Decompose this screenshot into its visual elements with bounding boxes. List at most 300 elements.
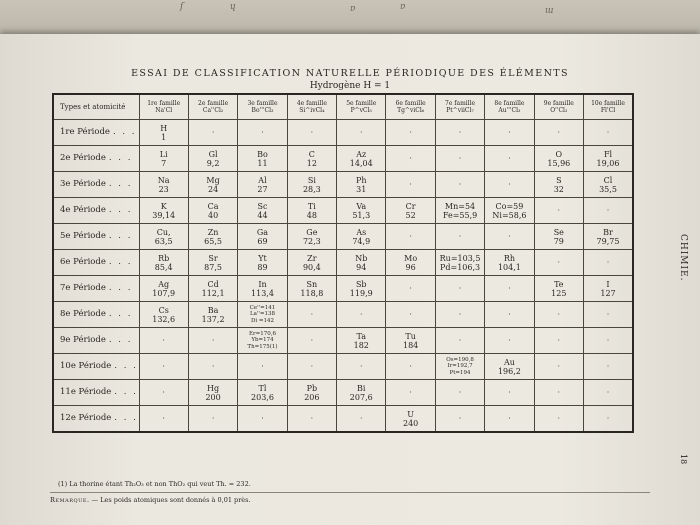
atomic-weight: 85,4 [154, 262, 173, 272]
element-cell [386, 328, 435, 354]
page-title: ESSAI DE CLASSIFICATION NATURELLE PÉRIODIQUE DES ÉLÉMENTS [131, 68, 569, 79]
element-symbol: Ga [256, 227, 269, 237]
element-cell [584, 406, 633, 433]
empty-marker: · [606, 336, 610, 345]
period-row [53, 406, 633, 433]
atomic-weight: 89 [257, 262, 268, 272]
element-cell [485, 198, 534, 224]
element-cell [435, 380, 484, 406]
period-label: 8e Période . . . [53, 302, 139, 328]
element-symbol: Sn [306, 279, 318, 289]
periodic-table [52, 93, 634, 433]
empty-marker: · [557, 258, 561, 267]
element-symbol: Cs [158, 305, 169, 315]
period-row [53, 224, 633, 250]
element-cell [485, 406, 534, 433]
element-cell [485, 354, 534, 380]
element-cell [534, 146, 583, 172]
element-symbol: K [160, 201, 167, 211]
period-row [53, 120, 633, 146]
element-cell [188, 198, 237, 224]
element-cell [287, 328, 336, 354]
element-symbol: Sr [208, 253, 218, 263]
element-symbol: Rh [503, 253, 516, 263]
atomic-weight: 87,5 [204, 262, 222, 272]
element-cell [139, 328, 188, 354]
empty-marker: · [409, 232, 412, 241]
empty-marker: · [261, 414, 264, 423]
atomic-weight: 69 [257, 236, 268, 246]
element-cell [584, 146, 633, 172]
element-symbol: Li [159, 149, 168, 159]
corner-header: Types et atomicité [53, 94, 139, 120]
empty-marker: · [211, 336, 215, 345]
empty-marker: · [162, 336, 165, 345]
period-label: 9e Période . . . [53, 328, 139, 354]
element-symbol: S [556, 175, 562, 185]
element-cell [534, 354, 583, 380]
element-cell [534, 276, 583, 302]
empty-marker: · [409, 362, 412, 371]
empty-marker: · [162, 388, 165, 397]
period-label: 3e Période . . . [53, 172, 139, 198]
atomic-weight: 79,75 [596, 236, 620, 246]
element-symbol: Cl [603, 175, 613, 185]
period-label: 12e Période . . . [53, 406, 139, 433]
atomic-weight: 74,9 [352, 236, 371, 246]
element-group-entry: Os=190,8 [446, 356, 474, 363]
atomic-weight: 40 [207, 210, 219, 220]
element-cell [584, 276, 633, 302]
element-cell [287, 406, 336, 433]
empty-marker: · [557, 206, 561, 215]
empty-marker: · [557, 310, 561, 319]
empty-marker: · [606, 388, 610, 397]
element-cell [139, 302, 188, 328]
remark-label: Remarque. [50, 496, 90, 504]
atomic-weight: 96 [405, 262, 416, 272]
empty-marker: · [310, 310, 314, 319]
element-cell [238, 250, 287, 276]
element-cell [485, 172, 534, 198]
atomic-weight: 203,6 [251, 392, 274, 402]
element-cell [534, 328, 583, 354]
element-cell [386, 198, 435, 224]
empty-marker: · [557, 388, 561, 397]
element-symbol: Yt [258, 253, 267, 263]
element-symbol: Hg [207, 383, 220, 393]
element-cell [485, 276, 534, 302]
period-row [53, 380, 633, 406]
empty-marker: · [409, 310, 412, 319]
element-cell [584, 354, 633, 380]
element-cell [386, 276, 435, 302]
element-symbol: Rb [158, 253, 170, 263]
page-subtitle: Hydrogène H = 1 [309, 81, 391, 91]
element-cell [287, 198, 336, 224]
element-cell [386, 302, 435, 328]
element-symbol: Co=59 [495, 201, 524, 211]
atomic-weight: 107,9 [152, 288, 176, 298]
element-symbol: Zn [207, 227, 219, 237]
element-symbol: H [160, 123, 168, 133]
book-page [0, 34, 700, 525]
element-cell [139, 276, 188, 302]
element-cell [584, 120, 633, 146]
element-symbol: Bo [257, 149, 268, 159]
element-cell [139, 354, 188, 380]
element-cell [188, 250, 237, 276]
period-row [53, 146, 633, 172]
empty-marker: · [359, 310, 363, 319]
element-group-entry: Er=170,6 [248, 330, 276, 337]
element-cell [238, 198, 287, 224]
element-cell [139, 120, 188, 146]
element-cell [337, 302, 386, 328]
element-cell [139, 380, 188, 406]
previous-page-edge: ſ ɥ ɐ ɐ ɯ [0, 0, 700, 40]
empty-marker: · [508, 388, 511, 397]
empty-marker: · [261, 128, 264, 137]
element-cell [435, 224, 484, 250]
element-group-entry: Ir=192,7 [447, 363, 473, 370]
element-cell [188, 276, 237, 302]
period-label: 2e Période . . . [53, 146, 139, 172]
element-cell [485, 302, 534, 328]
atomic-weight: 1 [161, 132, 167, 142]
element-cell [584, 250, 633, 276]
atomic-weight: 118,8 [300, 288, 324, 298]
element-symbol: Ag [158, 279, 170, 289]
atomic-weight: 112,1 [201, 288, 225, 298]
atomic-weight: 79 [553, 236, 564, 246]
element-cell [139, 146, 188, 172]
element-symbol: Mn=54 [444, 201, 476, 211]
empty-marker: · [606, 128, 610, 137]
family-header: 3e famille Bo'''Cl₃ [238, 94, 287, 120]
element-cell [584, 224, 633, 250]
empty-marker: · [458, 284, 462, 293]
element-group-entry: Th=175(1) [247, 343, 278, 350]
atomic-weight: 27 [257, 184, 268, 194]
element-cell [287, 250, 336, 276]
empty-marker: · [458, 414, 462, 423]
element-symbol: Pb [306, 383, 318, 393]
atomic-weight: 51,3 [352, 210, 371, 220]
empty-marker: · [162, 414, 165, 423]
empty-marker: · [310, 128, 314, 137]
element-symbol: Ge [306, 227, 318, 237]
element-symbol: Gl [208, 149, 218, 159]
element-symbol: Br [603, 227, 613, 237]
element-cell [534, 302, 583, 328]
element-cell [188, 146, 237, 172]
table-header-row [53, 94, 633, 120]
atomic-weight: 48 [306, 210, 317, 220]
element-cell [485, 224, 534, 250]
atomic-weight: 206 [304, 392, 320, 402]
element-cell [238, 328, 287, 354]
element-group-entry: Di =142 [250, 317, 274, 324]
footnote: (1) La thorine étant Th₂O₃ et non ThO₂ qui veut Th. = 232. [58, 480, 251, 488]
element-symbol: Ta [356, 331, 366, 341]
empty-marker: · [606, 414, 610, 423]
element-cell [386, 380, 435, 406]
family-header: 8e famille Au'''Cl₃ [485, 94, 534, 120]
element-cell [337, 198, 386, 224]
element-cell [287, 380, 336, 406]
atomic-weight: 23 [158, 184, 169, 194]
atomic-weight: Ni=58,6 [492, 210, 527, 220]
family-header: 7e famille Pt^viiCl₇ [435, 94, 484, 120]
page-number: 18 [679, 454, 688, 465]
element-symbol: Va [356, 201, 367, 211]
element-cell [287, 354, 336, 380]
atomic-weight: 94 [356, 262, 367, 272]
element-symbol: As [356, 227, 367, 237]
element-symbol: Ph [355, 175, 367, 185]
element-cell [534, 406, 583, 433]
element-cell [337, 146, 386, 172]
family-header: 6e famille Tg^viCl₆ [386, 94, 435, 120]
element-cell [139, 198, 188, 224]
element-cell [337, 380, 386, 406]
atomic-weight: 182 [353, 340, 369, 350]
family-header: 2e famille Ca''Cl₂ [188, 94, 237, 120]
empty-marker: · [409, 388, 412, 397]
empty-marker: · [557, 336, 561, 345]
element-symbol: In [258, 279, 267, 289]
atomic-weight: 39,14 [152, 210, 176, 220]
empty-marker: · [409, 154, 412, 163]
element-group-entry: Yb=174 [251, 337, 274, 344]
empty-marker: · [606, 310, 610, 319]
empty-marker: · [508, 232, 511, 241]
empty-marker: · [458, 180, 462, 189]
element-cell [534, 120, 583, 146]
element-cell [287, 276, 336, 302]
empty-marker: · [606, 258, 610, 267]
element-cell [386, 406, 435, 433]
element-group-entry: Ce''=141 [249, 304, 276, 311]
element-symbol: C [308, 149, 315, 159]
atomic-weight: 52 [405, 210, 416, 220]
element-symbol: Al [258, 175, 267, 185]
period-row [53, 302, 633, 328]
atomic-weight: 72,3 [302, 236, 321, 246]
atomic-weight: 35,5 [599, 184, 617, 194]
element-cell [188, 302, 237, 328]
atomic-weight: 24 [207, 184, 219, 194]
element-symbol: Ba [207, 305, 219, 315]
element-symbol: U [407, 409, 415, 419]
element-symbol: Au [503, 357, 515, 367]
empty-marker: · [606, 206, 610, 215]
element-symbol: I [606, 279, 610, 289]
period-row [53, 198, 633, 224]
element-cell [386, 250, 435, 276]
atomic-weight: 207,6 [349, 392, 373, 402]
element-cell [287, 224, 336, 250]
atomic-weight: 11 [257, 158, 268, 168]
element-symbol: Ti [307, 201, 316, 211]
element-symbol: Mg [206, 175, 220, 185]
element-cell [435, 146, 484, 172]
element-symbol: Ru=103,5 [439, 253, 481, 263]
element-cell [386, 120, 435, 146]
empty-marker: · [458, 128, 462, 137]
element-cell [188, 406, 237, 433]
atomic-weight: 125 [551, 288, 567, 298]
period-label: 1re Période . . . [53, 120, 139, 146]
element-cell [435, 120, 484, 146]
empty-marker: · [409, 180, 412, 189]
atomic-weight: 196,2 [497, 366, 521, 376]
element-cell [534, 250, 583, 276]
element-cell [287, 120, 336, 146]
atomic-weight: 127 [600, 288, 616, 298]
element-symbol: Sc [257, 201, 268, 211]
empty-marker: · [508, 310, 511, 319]
empty-marker: · [458, 310, 462, 319]
empty-marker: · [310, 362, 314, 371]
empty-marker: · [409, 284, 412, 293]
empty-marker: · [458, 336, 462, 345]
empty-marker: · [508, 180, 511, 189]
element-cell [435, 172, 484, 198]
element-symbol: Cd [207, 279, 219, 289]
empty-marker: · [359, 414, 363, 423]
period-label: 11e Période . . . [53, 380, 139, 406]
period-label: 7e Période . . . [53, 276, 139, 302]
element-symbol: Ca [207, 201, 219, 211]
period-label: 5e Période . . . [53, 224, 139, 250]
empty-marker: · [606, 362, 610, 371]
element-cell [139, 406, 188, 433]
element-cell [238, 120, 287, 146]
period-label: 10e Période . . . [53, 354, 139, 380]
element-symbol: Fl [603, 149, 613, 159]
element-cell [534, 224, 583, 250]
element-cell [238, 276, 287, 302]
empty-marker: · [508, 336, 511, 345]
element-symbol: Nb [355, 253, 368, 263]
empty-marker: · [508, 154, 511, 163]
element-cell [188, 172, 237, 198]
atomic-weight: Fe=55,9 [442, 210, 478, 220]
element-symbol: Si [307, 175, 316, 185]
element-cell [485, 146, 534, 172]
element-cell [534, 172, 583, 198]
element-cell [435, 250, 484, 276]
empty-marker: · [261, 362, 264, 371]
element-cell [584, 302, 633, 328]
element-cell [435, 198, 484, 224]
element-cell [337, 354, 386, 380]
remark-text: — Les poids atomiques sont donnés à 0,01 près. [91, 496, 251, 504]
empty-marker: · [409, 128, 412, 137]
element-cell [139, 224, 188, 250]
period-row [53, 276, 633, 302]
element-symbol: Bi [357, 383, 366, 393]
element-cell [139, 172, 188, 198]
element-cell [435, 328, 484, 354]
element-cell [238, 146, 287, 172]
element-cell [287, 172, 336, 198]
element-symbol: Tu [405, 331, 416, 341]
element-cell [287, 302, 336, 328]
atomic-weight: 28,3 [302, 184, 321, 194]
element-cell [534, 198, 583, 224]
element-cell [337, 250, 386, 276]
element-cell [435, 276, 484, 302]
empty-marker: · [458, 154, 462, 163]
atomic-weight: 12 [306, 158, 317, 168]
element-symbol: Se [553, 227, 564, 237]
element-cell [584, 328, 633, 354]
atomic-weight: 240 [403, 418, 419, 428]
atomic-weight: 184 [403, 340, 419, 350]
element-cell [386, 172, 435, 198]
empty-marker: · [359, 128, 363, 137]
empty-marker: · [359, 362, 363, 371]
side-label: CHIMIE. [678, 234, 688, 282]
element-cell [337, 120, 386, 146]
element-symbol: O [555, 149, 563, 159]
element-cell [386, 146, 435, 172]
element-cell [188, 328, 237, 354]
atomic-weight: 31 [356, 184, 367, 194]
element-cell [139, 250, 188, 276]
period-row [53, 328, 633, 354]
atomic-weight: 9,2 [206, 158, 220, 168]
element-cell [435, 354, 484, 380]
empty-marker: · [557, 414, 561, 423]
element-cell [485, 328, 534, 354]
element-group-entry: La''=138 [249, 311, 275, 318]
empty-marker: · [508, 414, 511, 423]
family-header: 5e famille P^vCl₅ [337, 94, 386, 120]
element-symbol: Zr [307, 253, 317, 263]
element-cell [337, 406, 386, 433]
element-cell [188, 224, 237, 250]
atomic-weight: 104,1 [497, 262, 521, 272]
atomic-weight: 44 [257, 210, 268, 220]
element-cell [238, 406, 287, 433]
element-symbol: Cr [405, 201, 416, 211]
empty-marker: · [211, 414, 215, 423]
element-group-entry: Pt=194 [449, 369, 471, 376]
element-cell [485, 120, 534, 146]
element-cell [435, 406, 484, 433]
element-symbol: Cu, [156, 227, 171, 237]
atomic-weight: 113,4 [251, 288, 274, 298]
element-symbol: Tl [258, 383, 267, 393]
remark [50, 496, 251, 504]
atomic-weight: 200 [205, 392, 221, 402]
element-cell [386, 224, 435, 250]
divider [50, 492, 650, 493]
atomic-weight: 65,5 [204, 236, 222, 246]
element-cell [188, 354, 237, 380]
element-cell [435, 302, 484, 328]
family-header: 4e famille Si^ivCl₄ [287, 94, 336, 120]
atomic-weight: 63,5 [154, 236, 173, 246]
element-cell [485, 380, 534, 406]
empty-marker: · [310, 414, 314, 423]
period-row [53, 250, 633, 276]
element-cell [238, 380, 287, 406]
